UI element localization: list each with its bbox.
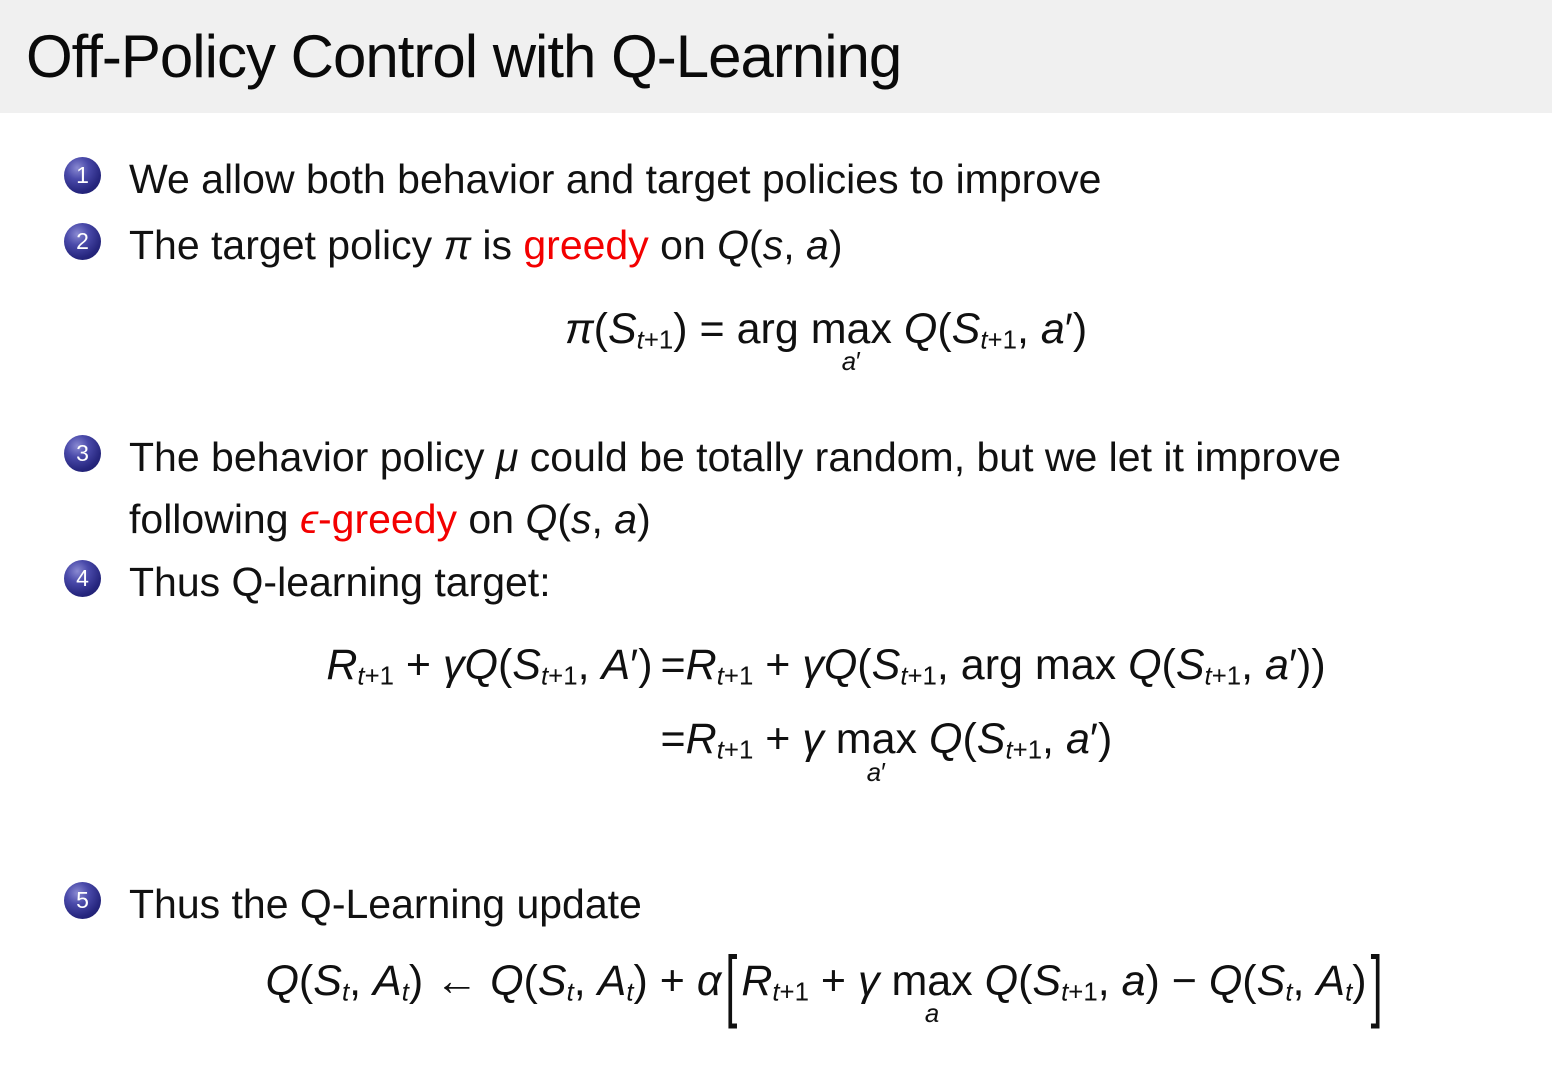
bullet-item-1 [64,148,1534,210]
bullet-item-5 [64,873,1534,935]
bullet-item-3 [64,426,1534,550]
item-2-text [129,214,842,276]
bullet-item-2 [64,214,1534,276]
item-2-number: 2 [76,228,89,254]
item-1-number: 1 [76,162,89,188]
item-5-number: 5 [76,887,89,913]
item-3-line-2: following ϵ-greedy on Q(s, a) [129,496,651,542]
item-1-number-badge [64,157,101,194]
equation-qlearning-target [130,636,1522,787]
slide-title: Off-Policy Control with Q-Learning [26,23,902,90]
item-2-line-1: The target policy π is greedy on Q(s, a) [129,222,843,268]
target-rhs-line1: =Rt+1 + γQ(St+1, arg max Q(St+1, a′)) [660,641,1326,691]
item-5-text [129,873,642,935]
item-4-number: 4 [76,565,89,591]
target-lhs: Rt+1 + γQ(St+1, A′) [326,641,653,691]
item-4-text [129,551,551,613]
item-3-number-badge [64,435,101,472]
equation-qlearning-update: Q(St, At) ← Q(St, At) + α[Rt+1 + γ max a Q(St+1, a) − Q(St, At)] [265,941,1383,1031]
bullet-item-4 [64,551,1534,613]
item-3-number: 3 [76,440,89,466]
equation-greedy-policy: π(St+1) = arg max a′ Q(St+1, a′) [564,305,1088,377]
item-3-line-1: The behavior policy μ could be totally random, but we let it improve [129,434,1342,480]
title-band [0,0,1552,113]
item-4-line-1: Thus Q-learning target: [129,559,551,605]
item-1-line-1: We allow both behavior and target policies to improve [129,156,1102,202]
item-5-number-badge [64,882,101,919]
item-4-number-badge [64,560,101,597]
target-rhs-line2: =Rt+1 + γ max a′ Q(St+1, a′) [660,715,1113,787]
item-5-line-1: Thus the Q-Learning update [129,881,642,927]
item-3-text [129,426,1341,550]
item-2-number-badge [64,223,101,260]
item-1-text [129,148,1101,210]
qlearning-target-align-grid [326,636,1326,787]
